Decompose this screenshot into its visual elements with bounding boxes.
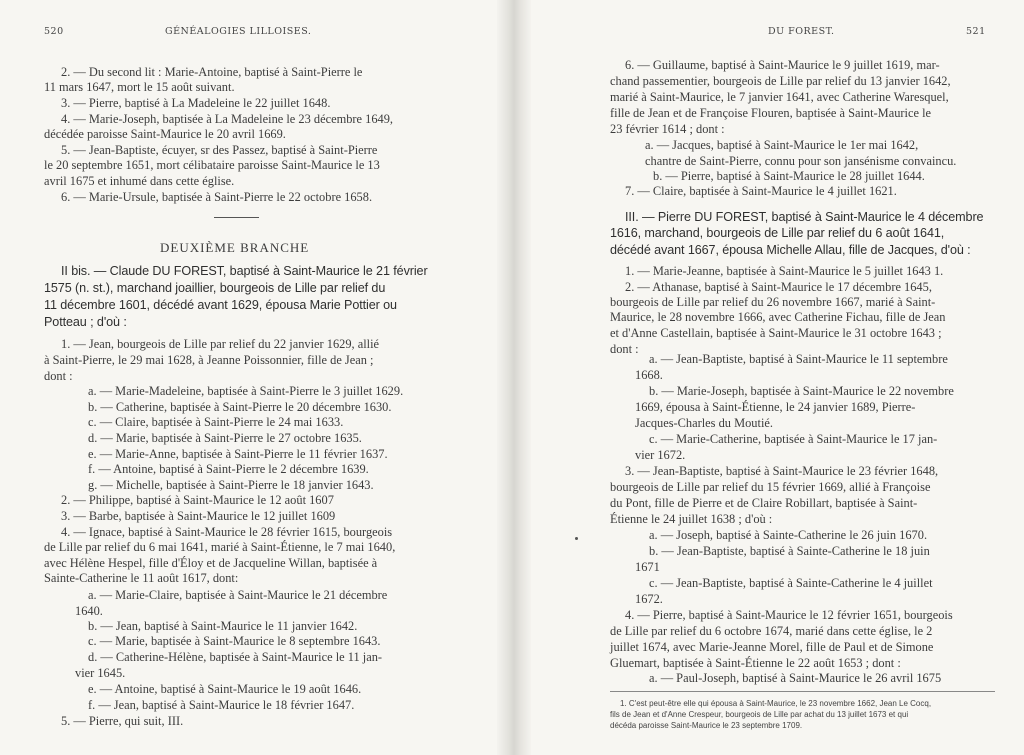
text-line: 11 mars 1647, mort le 15 août suivant. xyxy=(44,80,235,94)
text-line: b. — Catherine, baptisée à Saint-Pierre le 20 décembre 1630. xyxy=(88,400,392,414)
section-title: DEUXIÈME BRANCHE xyxy=(160,240,310,255)
text-line: bourgeois de Lille par relief du 15 février 1669, allié à Françoise xyxy=(610,480,931,494)
text-line: marié à Saint-Maurice, le 7 janvier 1641, avec Catherine Waresquel, xyxy=(610,90,949,104)
text-line: 1. — Marie-Jeanne, baptisée à Saint-Maurice le 5 juillet 1643 1. xyxy=(625,264,944,278)
text-line: 2. — Athanase, baptisé à Saint-Maurice le 17 décembre 1645, xyxy=(625,280,932,294)
text-line: 4. — Ignace, baptisé à Saint-Maurice le 28 février 1615, bourgeois xyxy=(61,525,393,539)
footnote-line: 1. C'est peut-être elle qui épousa à Saint-Maurice, le 23 novembre 1662, Jean Le Cocq, xyxy=(620,699,932,708)
text-line: b. — Jean-Baptiste, baptisé à Sainte-Catherine le 18 juin xyxy=(649,544,930,558)
text-line: b. — Jean, baptisé à Saint-Maurice le 11 janvier 1642. xyxy=(88,619,358,633)
text-line: c. — Jean-Baptiste, baptisé à Sainte-Catherine le 4 juillet xyxy=(649,576,933,590)
text-line: chand passementier, bourgeois de Lille par relief du 13 janvier 1642, xyxy=(610,74,951,88)
left-page xyxy=(0,0,505,755)
text-line: avec Hélène Hespel, fille d'Éloy et de Jacqueline Willan, baptisée à xyxy=(44,556,378,570)
text-line: Maurice, le 28 novembre 1666, avec Catherine Fichau, fille de Jean xyxy=(610,310,946,324)
text-line: vier 1645. xyxy=(75,666,126,680)
text-line: c. — Marie-Catherine, baptisée à Saint-Maurice le 17 jan- xyxy=(649,432,938,446)
text-line: de Lille par relief du 6 octobre 1674, marié dans cette église, le 2 xyxy=(610,624,933,638)
text-line: vier 1672. xyxy=(635,448,686,462)
text-line: b. — Marie-Joseph, baptisée à Saint-Maurice le 22 novembre xyxy=(649,384,954,398)
scan-speck xyxy=(575,537,578,540)
left-page-number: 520 xyxy=(44,26,64,37)
text-line: g. — Michelle, baptisée à Saint-Pierre le 18 janvier 1643. xyxy=(88,478,374,492)
text-line: 3. — Jean-Baptiste, baptisé à Saint-Maurice le 23 février 1648, xyxy=(625,464,939,478)
footnote-rule xyxy=(610,691,995,692)
text-line: 5. — Pierre, qui suit, III. xyxy=(61,714,184,728)
text-line: Jacques-Charles du Moutié. xyxy=(635,416,773,430)
text-line: a. — Marie-Claire, baptisée à Saint-Maurice le 21 décembre xyxy=(88,588,388,602)
right-page-number: 521 xyxy=(966,26,986,37)
text-line: 3. — Barbe, baptisée à Saint-Maurice le 12 juillet 1609 xyxy=(61,509,336,523)
section-divider xyxy=(214,217,259,218)
text-line: Étienne le 24 juillet 1638 ; d'où : xyxy=(610,512,773,526)
text-line: 7. — Claire, baptisée à Saint-Maurice le 4 juillet 1621. xyxy=(625,184,897,198)
text-line: II bis. — Claude DU FOREST, baptisé à Saint-Maurice le 21 février xyxy=(61,264,428,278)
text-line: à Saint-Pierre, le 29 mai 1628, à Jeanne Poissonnier, fille de Jean ; xyxy=(44,353,374,367)
text-line: 2. — Philippe, baptisé à Saint-Maurice le 12 août 1607 xyxy=(61,493,334,507)
text-line: 6. — Marie-Ursule, baptisée à Saint-Pierre le 22 octobre 1658. xyxy=(61,190,373,204)
text-line: 1671 xyxy=(635,560,660,574)
text-line: III. — Pierre DU FOREST, baptisé à Saint-Maurice le 4 décembre xyxy=(625,210,984,224)
text-line: a. — Joseph, baptisé à Sainte-Catherine le 26 juin 1670. xyxy=(649,528,928,542)
text-line: 1640. xyxy=(75,604,103,618)
text-line: de Lille par relief du 6 mai 1641, marié à Saint-Étienne, le 7 mai 1640, xyxy=(44,540,396,554)
text-line: a. — Jacques, baptisé à Saint-Maurice le 1er mai 1642, xyxy=(645,138,919,152)
text-line: chantre de Saint-Pierre, connu pour son jansénisme convaincu. xyxy=(645,154,957,168)
text-line: d. — Catherine-Hélène, baptisée à Saint-Maurice le 11 jan- xyxy=(88,650,383,664)
text-line: Sainte-Catherine le 11 août 1617, dont: xyxy=(44,571,239,585)
right-running-head: DU FOREST. xyxy=(768,26,835,37)
text-line: du Pont, fille de Pierre et de Claire Robillart, baptisée à Saint- xyxy=(610,496,918,510)
text-line: d. — Marie, baptisée à Saint-Pierre le 27 octobre 1635. xyxy=(88,431,362,445)
text-line: 6. — Guillaume, baptisé à Saint-Maurice le 9 juillet 1619, mar- xyxy=(625,58,940,72)
text-line: a. — Marie-Madeleine, baptisée à Saint-Pierre le 3 juillet 1629. xyxy=(88,384,404,398)
text-line: 1669, épousa à Saint-Étienne, le 24 janvier 1689, Pierre- xyxy=(635,400,916,414)
text-line: juillet 1674, avec Marie-Jeanne Morel, fille de Paul et de Simone xyxy=(610,640,934,654)
text-line: 4. — Pierre, baptisé à Saint-Maurice le 12 février 1651, bourgeois xyxy=(625,608,953,622)
text-line: b. — Pierre, baptisé à Saint-Maurice le 28 juillet 1644. xyxy=(653,169,925,183)
footnote-line: fils de Jean et d'Anne Crespeur, bourgeois de Lille par achat du 13 juillet 1673 et qui xyxy=(610,710,909,719)
text-line: Gluemart, baptisée à Saint-Étienne le 22 août 1653 ; dont : xyxy=(610,656,901,670)
text-line: f. — Antoine, baptisé à Saint-Pierre le 2 décembre 1639. xyxy=(88,462,369,476)
left-running-head: GÉNÉALOGIES LILLOISES. xyxy=(165,26,312,37)
text-line: décédé avant 1667, épousa Michelle Allau, fille de Jacques, d'où : xyxy=(610,243,971,257)
right-page xyxy=(525,0,1024,755)
text-line: 1575 (n. st.), marchand joaillier, bourgeois de Lille par relief du xyxy=(44,281,386,295)
text-line: 3. — Pierre, baptisé à La Madeleine le 22 juillet 1648. xyxy=(61,96,331,110)
text-line: a. — Paul-Joseph, baptisé à Saint-Maurice le 26 avril 1675 xyxy=(649,671,942,685)
text-line: 1668. xyxy=(635,368,663,382)
text-line: Potteau ; d'où : xyxy=(44,315,127,329)
text-line: avril 1675 et inhumé dans cette église. xyxy=(44,174,235,188)
text-line: le 20 septembre 1651, mort célibataire paroisse Saint-Maurice le 13 xyxy=(44,158,380,172)
text-line: c. — Claire, baptisée à Saint-Pierre le 24 mai 1633. xyxy=(88,415,344,429)
footnote-line: décéda paroisse Saint-Maurice le 23 septembre 1709. xyxy=(610,721,803,730)
text-line: dont : xyxy=(44,369,73,383)
text-line: e. — Antoine, baptisé à Saint-Maurice le 19 août 1646. xyxy=(88,682,362,696)
text-line: c. — Marie, baptisée à Saint-Maurice le 8 septembre 1643. xyxy=(88,634,381,648)
text-line: et d'Anne Castellain, baptisée à Saint-Maurice le 31 octobre 1643 ; xyxy=(610,326,942,340)
text-line: e. — Marie-Anne, baptisée à Saint-Pierre le 11 février 1637. xyxy=(88,447,388,461)
text-line: 1672. xyxy=(635,592,663,606)
text-line: 23 février 1614 ; dont : xyxy=(610,122,725,136)
text-line: dont : xyxy=(610,342,639,356)
text-line: 1. — Jean, bourgeois de Lille par relief du 22 janvier 1629, allié xyxy=(61,337,380,351)
text-line: 11 décembre 1601, décédé avant 1629, épousa Marie Pottier ou xyxy=(44,298,397,312)
text-line: 1616, marchand, bourgeois de Lille par relief du 6 août 1641, xyxy=(610,226,945,240)
text-line: bourgeois de Lille par relief du 26 novembre 1667, marié à Saint- xyxy=(610,295,936,309)
text-line: f. — Jean, baptisé à Saint-Maurice le 18 février 1647. xyxy=(88,698,355,712)
text-line: fille de Jean et de Françoise Flouren, baptisée à Saint-Maurice le xyxy=(610,106,932,120)
text-line: a. — Jean-Baptiste, baptisé à Saint-Maurice le 11 septembre xyxy=(649,352,948,366)
text-line: décédée paroisse Saint-Maurice le 20 avril 1669. xyxy=(44,127,286,141)
text-line: 2. — Du second lit : Marie-Antoine, baptisé à Saint-Pierre le xyxy=(61,65,363,79)
text-line: 5. — Jean-Baptiste, écuyer, sr des Passez, baptisé à Saint-Pierre xyxy=(61,143,378,157)
text-line: 4. — Marie-Joseph, baptisée à La Madeleine le 23 décembre 1649, xyxy=(61,112,394,126)
